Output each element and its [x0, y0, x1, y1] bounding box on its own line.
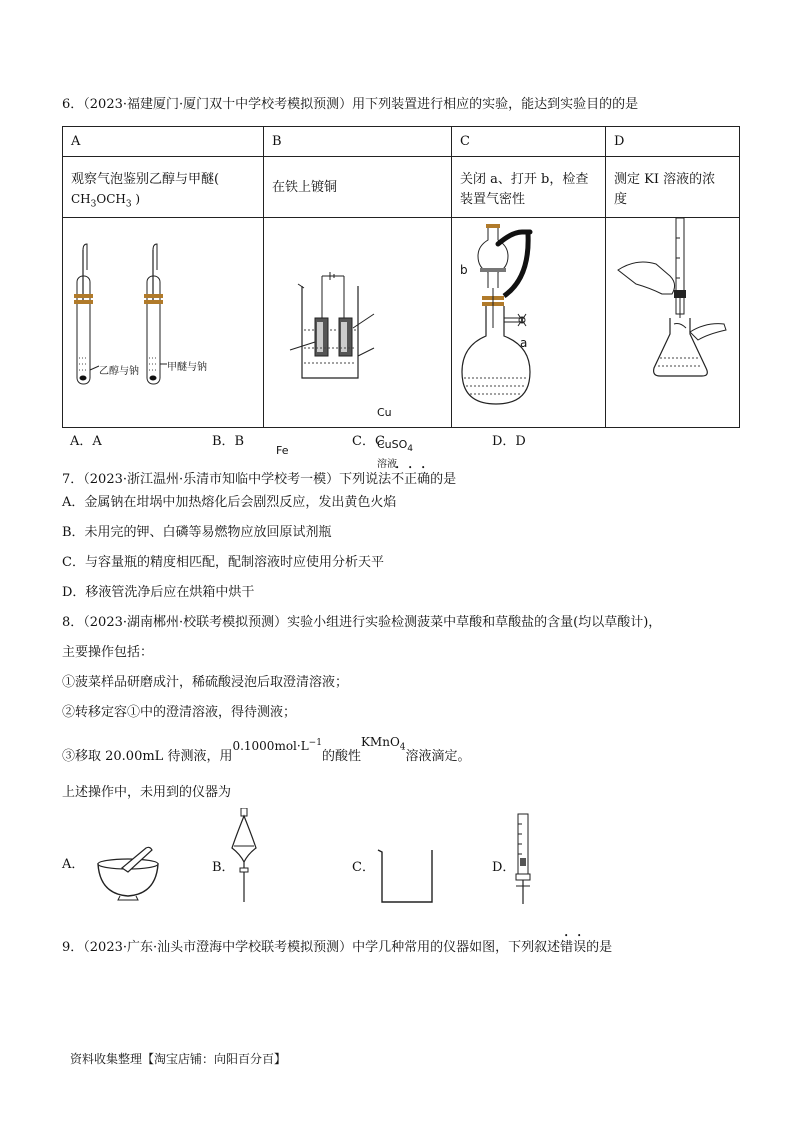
q8-option-a: A．: [62, 857, 85, 872]
header-b: B: [272, 134, 282, 149]
titration-figure: [606, 218, 739, 427]
q7-stem-prefix: 7．（2023·浙江温州·乐清市知临中学校考一模）下列说法: [62, 472, 392, 487]
separatory-funnel-figure: [226, 808, 262, 904]
desc-d-line1: 测定 KI 溶液的浓: [614, 172, 716, 187]
mortar-pestle-figure: [94, 842, 162, 902]
q7-option-b: B．未用完的钾、白磷等易燃物应放回原试剂瓶: [62, 525, 332, 540]
q8-option-b: B．: [212, 860, 235, 875]
q8-stem: 8．（2023·湖南郴州·校联考模拟预测）实验小组进行实验检测菠菜中草酸和草酸盐的含量(均以草酸计)，: [62, 615, 662, 630]
q8-stem-line2: 主要操作包括：: [62, 645, 154, 660]
desc-a-line2: $CH_3OCH_3$ ): [71, 192, 141, 210]
q7-stem-suffix: 的是: [430, 472, 457, 487]
q8-step3-part-a: ③移取 20.00mL 待测液，用: [62, 749, 233, 764]
cell-desc-b: [263, 156, 452, 218]
q6-option-b: B．B: [212, 434, 245, 449]
q6-stem: 6．（2023·福建厦门·厦门双十中学校考模拟预测）用下列装置进行相应的实验，能达到实验目的的是: [62, 97, 639, 112]
beaker-figure: [374, 844, 438, 906]
label-fe: Fe: [276, 444, 289, 457]
cell-figure-c: [451, 217, 606, 428]
desc-a-line1: 观察气泡鉴别乙醇与甲醚(: [71, 172, 220, 187]
cell-header-b: [263, 126, 452, 157]
q7-option-a: A．金属钠在坩埚中加热熔化后会剧烈反应，发出黄色火焰: [62, 495, 397, 510]
electroplating-figure: [264, 218, 451, 427]
label-ether-sodium: 甲醚与钠: [167, 362, 207, 373]
q8-step3-reagent: KMnO$_4$: [360, 735, 406, 753]
desc-c-line1: 关闭 a、打开 b，检查: [460, 172, 589, 187]
q7-option-d: D．移液管洗净后应在烘箱中烘干: [62, 585, 255, 600]
q9-stem-emphasis: 错误: [560, 940, 587, 955]
cell-figure-a: [62, 217, 264, 428]
header-d: D: [614, 134, 625, 149]
label-a: a: [520, 336, 528, 350]
q8-step3-concentration: $0.1000mol\cdot L^{-1}$: [232, 738, 322, 753]
q6-option-c: C．C: [352, 434, 385, 449]
q8-step2: ②转移定容①中的澄清溶液，得待测液；: [62, 705, 297, 720]
label-b: b: [460, 263, 468, 277]
cell-figure-d: [605, 217, 740, 428]
label-solution: 溶液: [377, 459, 397, 470]
cell-desc-c: [451, 156, 606, 218]
header-c: C: [460, 134, 470, 149]
cell-header-c: [451, 126, 606, 157]
q8-step3-part-b: 的酸性: [321, 749, 361, 764]
cell-header-a: [62, 126, 264, 157]
q8-question: 上述操作中，未用到的仪器为: [62, 785, 232, 800]
q6-option-d: D．D: [492, 434, 526, 449]
q8-step1: ①菠菜样品研磨成汁，稀硫酸浸泡后取澄清溶液；: [62, 675, 349, 690]
cell-desc-d: [605, 156, 740, 218]
q7-stem-emphasis: 不正确: [391, 472, 431, 487]
q7-stem: [62, 464, 456, 489]
label-cu-text: Cu: [377, 406, 392, 419]
q8-step3-part-c: 溶液滴定。: [405, 749, 471, 764]
q8-option-d: D．: [492, 860, 516, 875]
q7-option-c: C．与容量瓶的精度相匹配，配制溶液时应使用分析天平: [62, 555, 384, 570]
footer-text: 资料收集整理【淘宝店铺：向阳百分百】: [70, 1052, 287, 1066]
label-ethanol-sodium: 乙醇与钠: [99, 366, 139, 377]
q9-stem-suffix: 的是: [586, 940, 613, 955]
q9-stem-prefix: 9．（2023·广东·汕头市澄海中学校联考模拟预测）中学几种常用的仪器如图，下列叙述: [62, 940, 561, 955]
header-a: A: [71, 134, 81, 149]
burette-figure: [508, 812, 538, 906]
airtightness-figure: [452, 218, 605, 427]
cell-header-d: [605, 126, 740, 157]
q9-stem: [62, 932, 612, 957]
q8-option-c: C．: [352, 860, 375, 875]
q6-option-a: A．A: [70, 434, 102, 449]
test-tubes-figure: [63, 218, 263, 427]
desc-d-line2: 度: [614, 192, 628, 207]
desc-c-line2: 装置气密性: [460, 192, 526, 207]
q8-step3: [62, 735, 471, 770]
cell-desc-a: [62, 156, 264, 218]
label-cuso4: CuSO$_4$: [377, 438, 414, 455]
desc-b: 在铁上镀铜: [272, 180, 338, 195]
